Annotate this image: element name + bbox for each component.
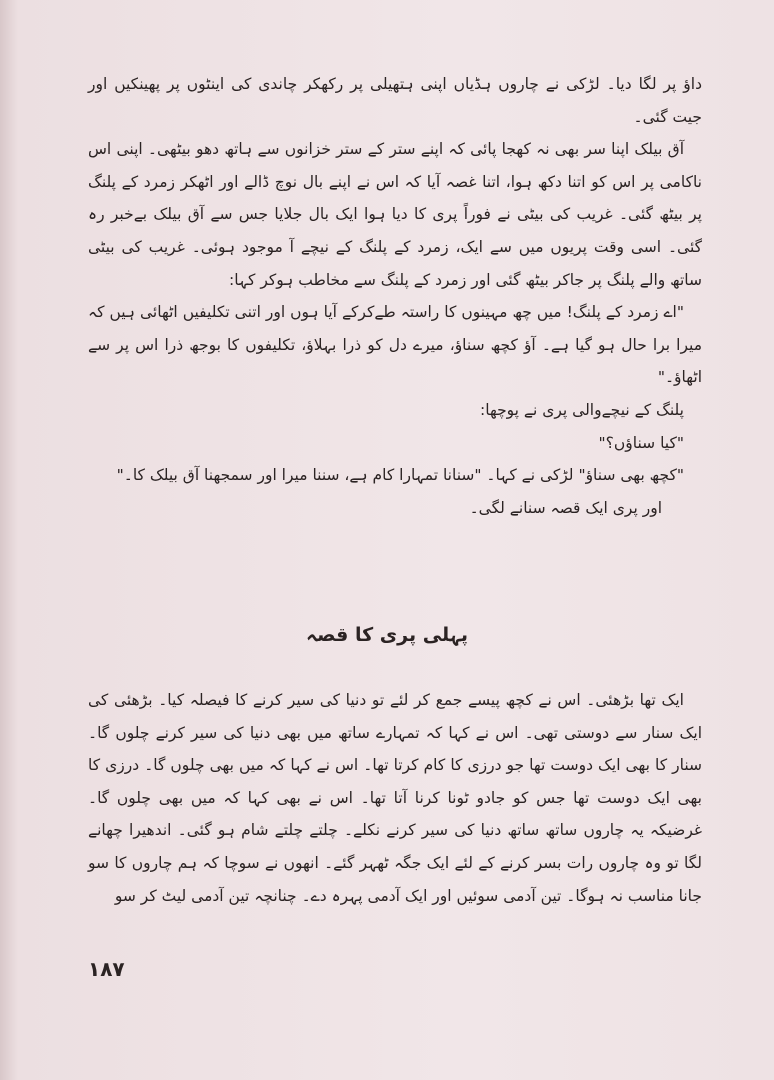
- bottom-text-block: [88, 684, 702, 912]
- paragraph-1: داؤ پر لگا دیا۔ لڑکی نے چاروں ہڈیاں اپنی ہتھیلی پر رکھکر چاندی کی اینٹوں پر پھینکیں اور جیت گئی۔: [88, 75, 702, 126]
- page-number: ۱۸۷: [88, 957, 125, 981]
- paragraph-2: آق بیلک اپنا سر بھی نہ کھجا پائی کہ اپنے ستر کے ستر خزانوں سے ہاتھ دھو بیٹھی۔ اپنی اس ناکامی پر اس کو اتنا دکھ ہوا، اتنا غصہ آیا کہ اس نے اپنے بال نوچ ڈالے اور اٹھکر زمرد کے پلنگ پر بیٹھ گئی۔ غریب کی بیٹی نے فوراً پری کا دیا ہوا ایک بال جلایا جس سے آق بیلک بےخبر رہ گئی۔ اسی وقت پریوں میں سے ایک، زمرد کے پلنگ کے نیچے آ موجود ہوئی۔ غریب کی بیٹی ساتھ والے پلنگ پر جاکر بیٹھ گئی اور زمرد کے پلنگ سے مخاطب ہوکر کہا:: [88, 140, 702, 289]
- paragraph-5: "کیا سناؤں؟": [598, 433, 684, 452]
- story-paragraph: ایک تھا بڑھئی۔ اس نے کچھ پیسے جمع کر لئے تو دنیا کی سیر کرنے کا فیصلہ کیا۔ بڑھئی کی ایک سنار سے دوستی تھی۔ اس نے کہا کہ تمہارے ساتھ میں بھی دنیا کی سیر کرنے چلوں گا۔ سنار کا بھی ایک دوست تھا جو درزی کا کام کرتا تھا۔ اس نے کہا کہ میں بھی چلوں گا۔ درزی کا بھی ایک دوست تھا جس کو جادو ٹونا کرنا آتا تھا۔ اس نے بھی کہا کہ میں بھی چلوں گا۔ غرضیکہ یہ چاروں ساتھ ساتھ دنیا کی سیر کرنے نکلے۔ چلتے چلتے شام ہو گئی۔ اندھیرا چھانے لگا تو وہ چاروں رات بسر کرنے کے لئے ایک جگہ ٹھہر گئے۔ انھوں نے سوچا کہ ہم چاروں کا سو جانا مناسب نہ ہوگا۔ تین آدمی سوئیں اور ایک آدمی پہرہ دے۔ چنانچہ تین آدمی لیٹ کر سو: [88, 691, 702, 905]
- paragraph-7: اور پری ایک قصہ سنانے لگی۔: [469, 498, 662, 517]
- top-text-block: [88, 68, 702, 524]
- section-title: پہلی پری کا قصہ: [306, 624, 468, 646]
- paragraph-3: "اے زمرد کے پلنگ! میں چھ مہینوں کا راستہ طےکرکے آیا ہوں اور اتنی تکلیفیں اٹھائی ہیں کہ میرا برا حال ہو گیا ہے۔ آؤ کچھ سناؤ، میرے دل کو ذرا بہلاؤ، تکلیفوں کا بوجھ ذرا اس پر سے اٹھاؤ۔": [88, 303, 702, 387]
- paragraph-6: "کچھ بھی سناؤ" لڑکی نے کہا۔ "سنانا تمہارا کام ہے، سننا میرا اور سمجھنا آق بیلک کا۔": [116, 466, 684, 485]
- paragraph-4: پلنگ کے نیچےوالی پری نے پوچھا:: [480, 400, 684, 419]
